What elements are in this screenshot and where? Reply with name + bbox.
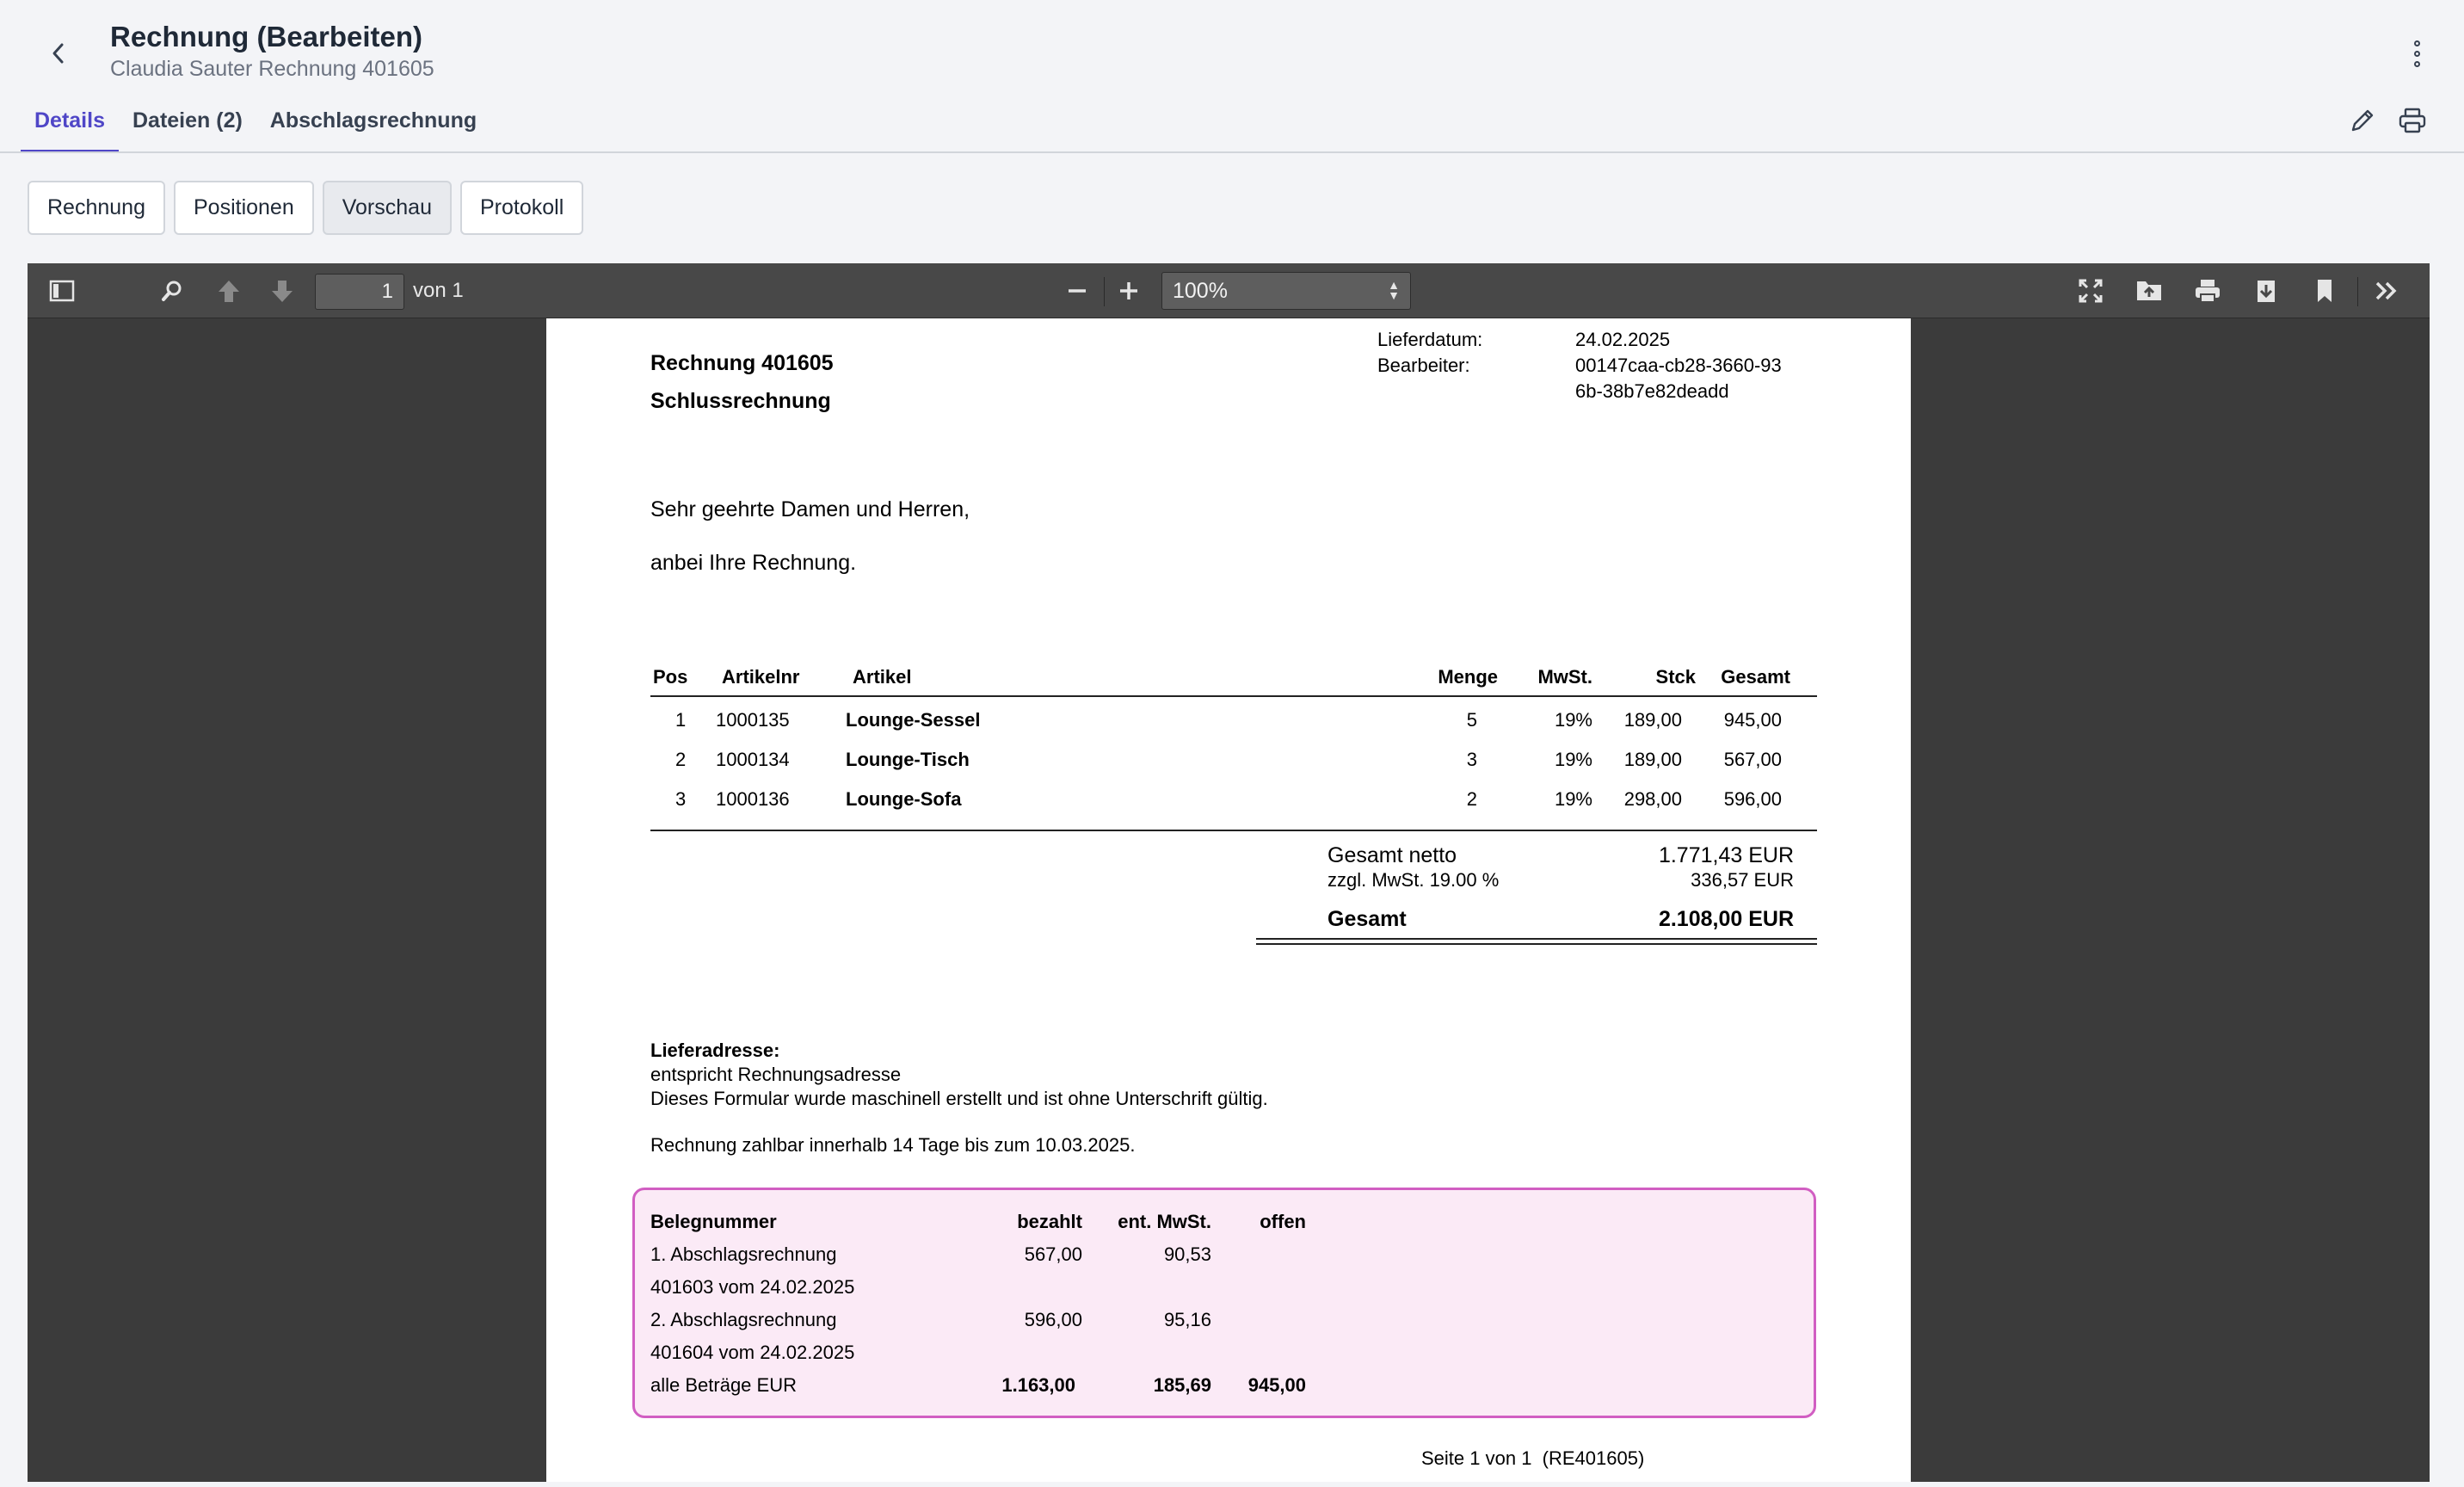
protokoll-button[interactable]: Protokoll xyxy=(460,181,583,235)
summary-row-1-beleg: 1. Abschlagsrechnung xyxy=(650,1243,837,1265)
select-arrows-icon: ▲ ▼ xyxy=(1388,278,1400,302)
printer-icon xyxy=(2397,105,2428,136)
gesamt-value: 2.108,00 EUR xyxy=(1658,907,1794,931)
pencil-icon xyxy=(2347,105,2378,136)
toolbar-separator xyxy=(2357,277,2358,306)
netto-label: Gesamt netto xyxy=(1327,843,1457,867)
pdf-print-button[interactable] xyxy=(2192,275,2223,306)
summary-row-4-beleg: 401604 vom 24.02.2025 xyxy=(650,1342,855,1363)
summary-header-beleg: Belegnummer xyxy=(650,1211,777,1232)
col-header-artikel: Artikel xyxy=(853,666,912,688)
row-2-artnr: 1000134 xyxy=(716,749,790,770)
row-3-mwst: 19% xyxy=(1554,788,1592,810)
rechnung-button[interactable]: Rechnung xyxy=(28,181,165,235)
delivery-date-value: 24.02.2025 xyxy=(1575,329,1671,350)
previous-page-button[interactable] xyxy=(213,275,244,306)
bookmark-icon xyxy=(2314,278,2335,304)
row-2-gesamt: 567,00 xyxy=(1723,749,1782,770)
zoom-select[interactable] xyxy=(1161,272,1411,310)
summary-row-3-mwst: 95,16 xyxy=(1163,1309,1211,1330)
row-2-menge: 3 xyxy=(1466,749,1477,770)
invoice-type: Schlussrechnung xyxy=(650,389,831,413)
greeting: Sehr geehrte Damen und Herren, xyxy=(650,497,970,521)
page-subtitle: Claudia Sauter Rechnung 401605 xyxy=(110,57,434,81)
next-page-button[interactable] xyxy=(267,275,298,306)
tax-label: zzgl. MwSt. 19.00 % xyxy=(1327,869,1500,891)
summary-total-beleg: alle Beträge EUR xyxy=(650,1374,797,1396)
zoom-in-button[interactable] xyxy=(1113,275,1144,306)
summary-header-offen: offen xyxy=(1260,1211,1306,1232)
presentation-mode-button[interactable] xyxy=(2075,275,2106,306)
page-title: Rechnung (Bearbeiten) xyxy=(110,21,423,52)
delivery-address-heading: Lieferadresse: xyxy=(650,1040,780,1061)
col-header-gesamt: Gesamt xyxy=(1721,666,1790,688)
kebab-dot-icon xyxy=(2414,40,2420,46)
positionen-button[interactable]: Positionen xyxy=(174,181,314,235)
toolbar-separator xyxy=(1104,277,1105,306)
total-double-rule-bottom xyxy=(1256,943,1817,945)
zoom-out-button[interactable] xyxy=(1062,275,1093,306)
pdf-page xyxy=(546,318,1911,1482)
double-chevron-right-icon xyxy=(2374,278,2399,304)
print-button[interactable] xyxy=(2397,105,2428,136)
download-button[interactable] xyxy=(2251,275,2282,306)
sidebar-toggle-icon xyxy=(49,279,75,303)
row-3-artnr: 1000136 xyxy=(716,788,790,810)
minus-icon xyxy=(1066,280,1088,302)
tab-abschlagsrechnung[interactable]: Abschlagsrechnung xyxy=(269,108,477,133)
bookmark-button[interactable] xyxy=(2309,275,2340,306)
table-bottom-rule xyxy=(650,830,1817,831)
intro-text: anbei Ihre Rechnung. xyxy=(650,551,857,575)
table-header-rule xyxy=(650,695,1817,697)
page-number-input[interactable]: 1 xyxy=(315,274,404,310)
row-3-menge: 2 xyxy=(1466,788,1477,810)
tab-details[interactable]: Details xyxy=(21,100,119,153)
delivery-date-label: Lieferdatum: xyxy=(1377,329,1483,350)
arrow-down-icon xyxy=(269,278,295,304)
row-1-stck: 189,00 xyxy=(1623,709,1682,731)
row-2-mwst: 19% xyxy=(1554,749,1592,770)
tabs-divider xyxy=(0,151,2464,153)
folder-open-icon xyxy=(2135,278,2163,304)
total-double-rule-top xyxy=(1256,938,1817,940)
advance-payments-summary xyxy=(632,1188,1816,1418)
summary-total-mwst: 185,69 xyxy=(1153,1374,1211,1396)
form-note: Dieses Formular wurde maschinell erstellt und ist ohne Unterschrift gültig. xyxy=(650,1088,1268,1109)
download-icon xyxy=(2253,278,2279,304)
fullscreen-icon xyxy=(2078,278,2104,304)
row-1-gesamt: 945,00 xyxy=(1723,709,1782,731)
row-3-artikel: Lounge-Sofa xyxy=(846,788,962,810)
search-icon xyxy=(159,278,185,304)
zoom-value: 100% xyxy=(1173,279,1228,303)
editor-label: Bearbeiter: xyxy=(1377,355,1470,376)
summary-row-2-beleg: 401603 vom 24.02.2025 xyxy=(650,1276,855,1298)
netto-value: 1.771,43 EUR xyxy=(1658,843,1794,867)
page-count-label: von 1 xyxy=(413,279,464,302)
summary-row-1-mwst: 90,53 xyxy=(1163,1243,1211,1265)
summary-header-bezahlt: bezahlt xyxy=(1017,1211,1082,1232)
summary-total-bezahlt: 1.163,00 xyxy=(1001,1374,1075,1396)
tax-value: 336,57 EUR xyxy=(1691,869,1794,891)
kebab-dot-icon xyxy=(2414,61,2420,67)
payment-note: Rechnung zahlbar innerhalb 14 Tage bis zum 10.03.2025. xyxy=(650,1134,1136,1156)
plus-icon xyxy=(1118,280,1140,302)
back-button[interactable] xyxy=(41,36,76,71)
kebab-dot-icon xyxy=(2414,51,2420,57)
delivery-address-text: entspricht Rechnungsadresse xyxy=(650,1064,902,1085)
editor-value-line2: 6b-38b7e82deadd xyxy=(1575,380,1729,402)
section-button-group xyxy=(28,181,583,235)
printer-icon xyxy=(2194,278,2221,304)
pdf-viewer xyxy=(28,263,2430,1482)
row-3-gesamt: 596,00 xyxy=(1723,788,1782,810)
summary-row-3-beleg: 2. Abschlagsrechnung xyxy=(650,1309,837,1330)
row-2-artikel: Lounge-Tisch xyxy=(846,749,970,770)
sidebar-toggle-button[interactable] xyxy=(46,275,77,306)
col-header-pos: Pos xyxy=(653,666,688,688)
find-button[interactable] xyxy=(157,275,188,306)
tab-dateien[interactable]: Dateien (2) xyxy=(132,108,243,133)
pdf-toolbar xyxy=(28,263,2430,318)
row-1-menge: 5 xyxy=(1466,709,1477,731)
row-1-artnr: 1000135 xyxy=(716,709,790,731)
gesamt-label: Gesamt xyxy=(1327,907,1407,931)
summary-row-3-bezahlt: 596,00 xyxy=(1024,1309,1082,1330)
editor-value-line1: 00147caa-cb28-3660-93 xyxy=(1575,355,1782,376)
page-footer: Seite 1 von 1 (RE401605) xyxy=(1421,1447,1645,1469)
arrow-up-icon xyxy=(216,278,242,304)
summary-total-offen: 945,00 xyxy=(1247,1374,1306,1396)
more-menu-button[interactable] xyxy=(2404,38,2430,69)
open-file-button[interactable] xyxy=(2134,275,2165,306)
row-3-pos: 3 xyxy=(675,788,687,810)
invoice-title: Rechnung 401605 xyxy=(650,351,834,375)
row-1-pos: 1 xyxy=(675,709,687,731)
col-header-menge: Menge xyxy=(1438,666,1498,688)
row-1-mwst: 19% xyxy=(1554,709,1592,731)
chevron-left-icon xyxy=(50,41,67,65)
tab-bar xyxy=(21,100,490,153)
row-1-artikel: Lounge-Sessel xyxy=(846,709,981,731)
edit-button[interactable] xyxy=(2347,105,2378,136)
row-3-stck: 298,00 xyxy=(1623,788,1682,810)
summary-row-1-bezahlt: 567,00 xyxy=(1024,1243,1082,1265)
col-header-stck: Stck xyxy=(1655,666,1696,688)
col-header-mwst: MwSt. xyxy=(1537,666,1592,688)
tools-menu-button[interactable] xyxy=(2371,275,2402,306)
summary-header-mwst: ent. MwSt. xyxy=(1118,1211,1211,1232)
row-2-stck: 189,00 xyxy=(1623,749,1682,770)
row-2-pos: 2 xyxy=(675,749,687,770)
vorschau-button[interactable]: Vorschau xyxy=(323,181,452,235)
col-header-artikelnr: Artikelnr xyxy=(722,666,800,688)
